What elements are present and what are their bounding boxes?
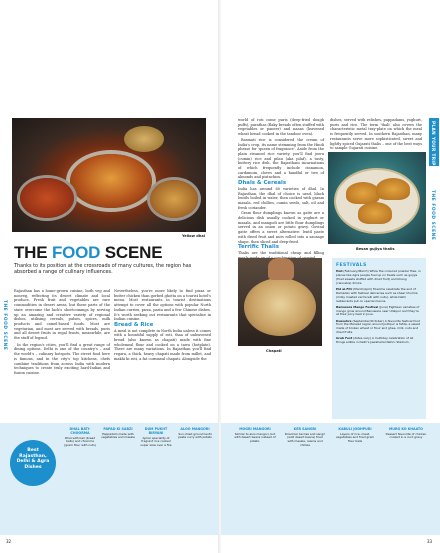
- festival-item: Dussehra (September/October) A favourite festival food from the Marwad region around Jodhpur is fafda, a sweet made of broken wheat or flour and ghee, milk, nuts and dried fruits.: [336, 318, 420, 335]
- curry-bowls-photo: [12, 118, 206, 232]
- body-paragraph: Basmati rice is considered the cream of India's crop, its name stemming from the Hindi phrase for 'queen of fragrance'. Aside from the plain steamed rice variety, you'll find jeera (cumin) rice and pilau (aka pilaf), a tasty, buttery rice dish, the Rajasthani incarnations of which frequently include cinnamon, cardamom, cloves and a handful or two of almonds and pistachios.: [238, 137, 324, 180]
- best-dishes-badge: Best Rajasthan, Delhi & Agra Dishes: [10, 440, 56, 486]
- intro-text: Thanks to its position at the crossroads of many cultures, the region has absorbed a range of culinary influences.: [14, 263, 192, 276]
- side-section-label-left: THE FOOD SCENE: [2, 300, 7, 351]
- body-paragraph: Thalis are the traditional cheap and filling: [238, 250, 324, 255]
- left-body-col2: [114, 289, 211, 362]
- dish-item: MOGRI MANGORI Similar to aloo mangori, but with desert beans instead of potato.: [234, 427, 276, 444]
- body-paragraph: world of roti come puris (deep-fried dough puffs), parathas (flaky breads often stuffed with vegetables or paneer) and naans (leavened wheat bread cooked in the tandoor oven).: [238, 118, 324, 137]
- festivals-title: FESTIVALS: [336, 263, 367, 268]
- body-paragraph: A meal is not complete in North India unless it comes with a bountiful supply of roti, thaa of unleavened bread (also known as chapati) made with fine wholemeal flour and cooked on a tawa (hotplate). There are many variations. In Rajasthan you'll find regara, a thick, heavy chapati made from millet, and makhi ki roti, a fat cornmeal chapati. Alongside the: [114, 328, 211, 361]
- festival-item: Holi (February/March) While the coloured powder flies, in places like Agra people fuel up on treats such as gujiya (fried sweets stuffed with dried fruit) and bhang (cannabis) drinks.: [336, 269, 421, 285]
- dish-item: PAPAD KI SABZI Pappadam made with vegetables and masala: [101, 427, 135, 440]
- dish-item: KER SANGRI Dried ker berries and sangri (wild desert beans) fried with masala, raisins and chillies: [284, 427, 326, 448]
- body-paragraph: In the region's cities, you'll find a great range of dining options. Delhi is one of the country's – and the world's – culinary hotspots. The street food here is famous, and in the city's top kitchens, chefs combine traditions from across India with modern techniques to create truly exciting hard-Indian and fusion cuisine.: [14, 342, 110, 375]
- festivals-box: [332, 258, 426, 419]
- section-tab-right: PLAN YOUR TRIP: [429, 118, 439, 166]
- subhead-dhals-cereals: Dhals & Cereals: [238, 180, 287, 187]
- festival-item: Banswara Mango Festival (June) Eighteen varieties of mango grow around Banswara near Udaipur and they're at their juicy best in June.: [336, 304, 420, 317]
- dish-item: DHAL BATI-CHOORMA Dhal with ball (bread balls) and choorma (gram flour with nuts): [64, 427, 96, 448]
- chapati-photo: [238, 258, 322, 346]
- left-page: [0, 0, 219, 553]
- dish-item: ALOO MANGORI Sun-dried ground lentil paste curry with potato: [178, 427, 212, 440]
- right-body-col1: [238, 118, 324, 260]
- body-paragraph: dishes, served with relishes, pappadams, yoghurt, puris and rice. The term 'thali' also covers the characteristic metal tray-plate on which the meal is frequently served. In southern Rajasthan, many restaurants serve more sophisticated, sweet and lightly spiced Gujarati thalis – one of the best ways to sample Gujarati cuisine.: [330, 118, 422, 151]
- dish-item: DUM PUKHT BIRYANI Ajmer speciality of fragrant rice cooked super slow over a fire: [140, 427, 172, 448]
- gujiya-photo: [328, 152, 426, 244]
- photo-caption-dhal: Yellow dhal: [182, 234, 206, 238]
- photo-caption-gujiya: Besan gujiya thalis: [356, 247, 395, 251]
- page-number-left: 32: [6, 539, 12, 544]
- festival-item: Grub Fest (dates vary) A multiday celebration of all things edible in Delhi's Jawaharlal Nehru Stadium.: [336, 336, 414, 345]
- left-body-col1: [14, 289, 110, 376]
- body-paragraph: India has around 60 varieties of dhal. In Rajasthan, the dhal of choice is urad, black lentils boiled in water, then cooked with garam masala, red chillies, cumin seeds, salt, oil and fresh coriander.: [238, 186, 324, 210]
- body-paragraph: Gram flour dumplings known as gatte are a delicious dish usually cooked in yoghurt or masala, and mangodi are little flour dumplings served in an onion or potato gravy. Govind gatte offers a sweet alternative: lentil paste with dried fruit and nuts rolled into a sausage shape, then sliced and deep-fried.: [238, 211, 324, 244]
- page-number-right: 33: [427, 539, 433, 544]
- festival-item: Eid al-Fitr (March/April) Muslims celebrate the end of Ramadan with festival delicacies such as sheer khurma (milky roasted vermicelli with nuts), while Delhi restaurants put on special menus.: [336, 286, 418, 303]
- body-paragraph: Rajasthan has a home-grown cuisine, both veg and nonveg, reflecting its desert climate and local produce. Fresh fruit and vegetables are rare commodities in desert areas, but these parts of the state overcome the lack's shortcomings by serving up an amazing and creative variety of regional dishes, utilising cereals, pulses, spices, milk products and camel-based foods. Most are vegetarian, and most are served with breads, puris and all desert fruits in regal feasts, meanwhile, are the stuff of legend.: [14, 289, 110, 341]
- right-body-col2: [330, 118, 422, 151]
- body-paragraph: Nevertheless, you're more likely to find pizza or butter chicken than gorbed ghotta on a tourist hotel's menu. Most restaurants in tourist destinations attempt to cover all the options with popular North Indian curries, pizza, pasta and a few Chinese dishes. It's worth seeking out restaurants that specialise in Indian cuisine.: [114, 289, 211, 322]
- subhead-bread-rice: Bread & Rice: [114, 321, 154, 328]
- dish-item: MURG KO KHAATO Dessert favourite of chicken cooked in a curd gravy: [385, 427, 427, 440]
- side-section-label-right: THE FOOD SCENE: [430, 190, 435, 241]
- page-title: THE FOOD SCENE: [14, 243, 163, 262]
- photo-caption-chapati: Chapati: [266, 349, 282, 353]
- subhead-terrific-thalis: Terrific Thalis: [238, 244, 279, 251]
- dish-item: KABULI JODHPURI Layers of rice, meat, vegetables and fried gram flour balls: [335, 427, 375, 444]
